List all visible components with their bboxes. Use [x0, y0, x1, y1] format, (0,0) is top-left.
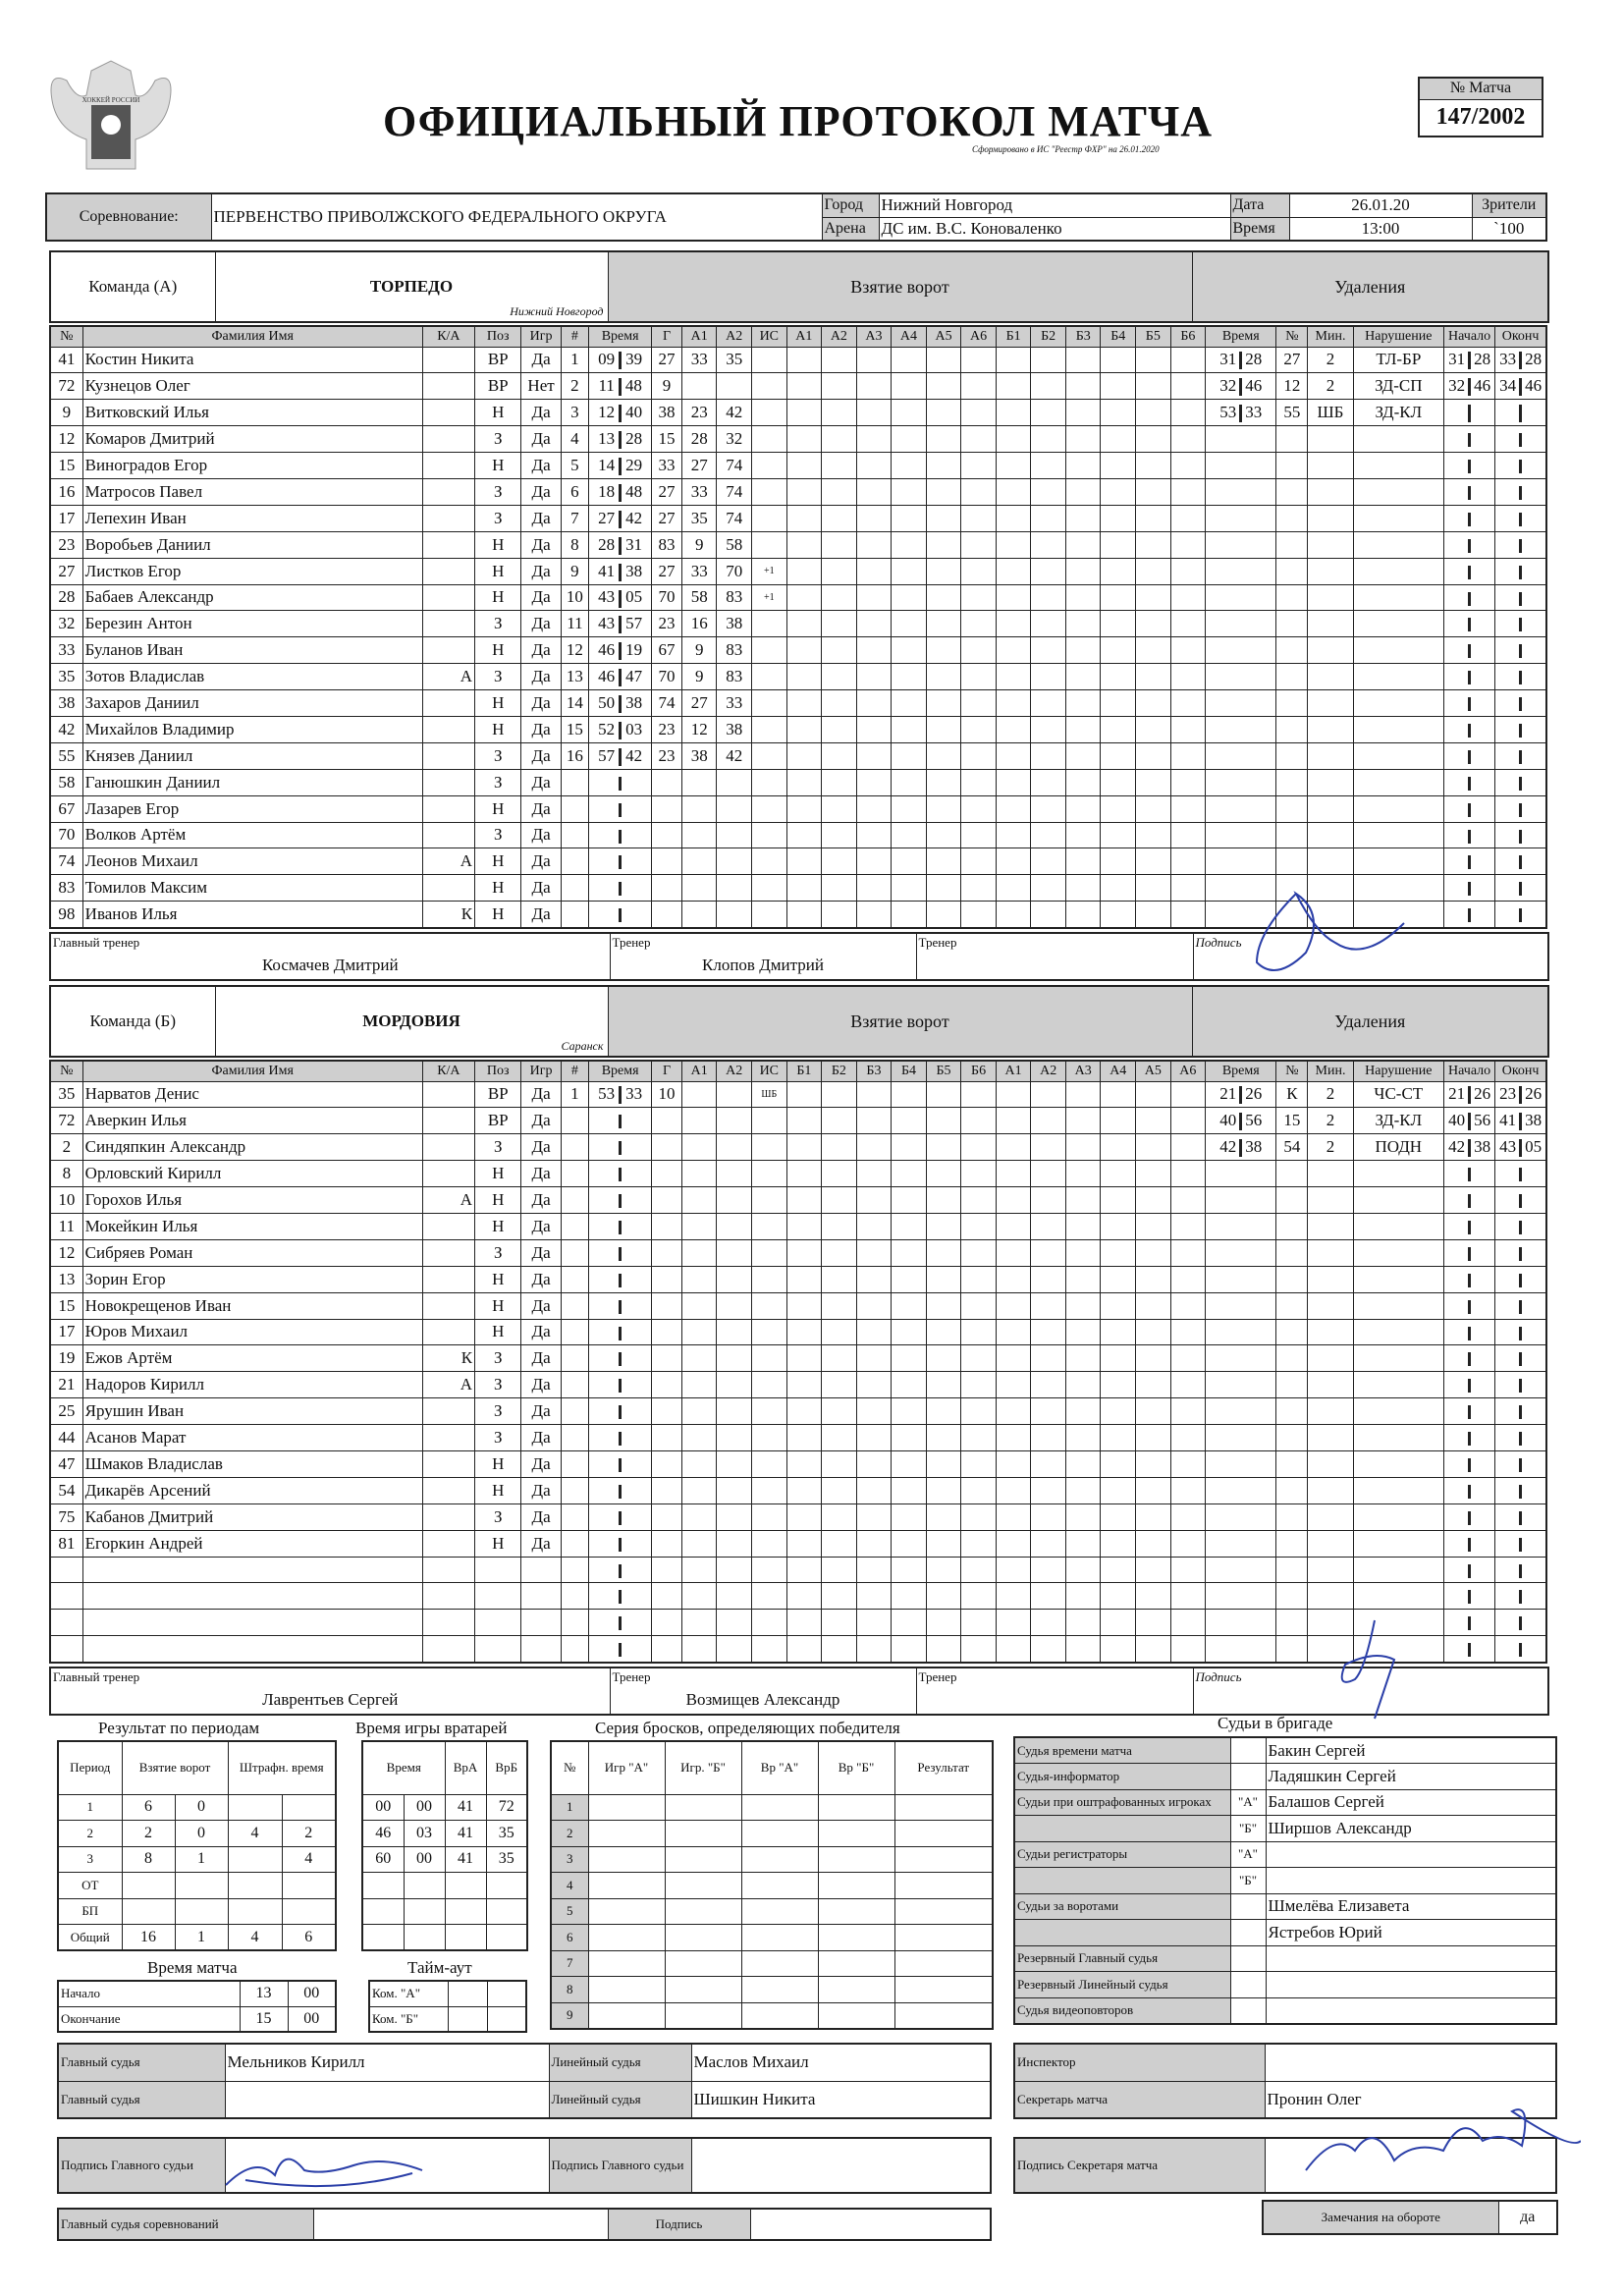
roster-row: 35 Нарватов Денис ВР Да 1 53 33 10 ШБ 21 26 К 2 ЧС-СТ 21 26 23 26: [50, 1081, 1546, 1108]
team_a-coaches: Главный тренер Космачев Дмитрий Тренер Клопов Дмитрий Тренер Подпись: [49, 932, 1549, 981]
competition-referee: Главный судья соревнований Подпись: [57, 2208, 992, 2241]
team-b-signature: [1316, 1611, 1434, 1728]
officials-title: Судьи в бригаде: [1218, 1714, 1333, 1732]
team_b-coach: Возмищев Александр: [685, 1689, 840, 1709]
team_b-city: Саранск: [561, 1039, 604, 1053]
roster-row: [50, 1557, 1546, 1583]
team_a-header: Команда (А) ТОРПЕДО Нижний Новгород Взятие ворот Удаления: [49, 250, 1549, 323]
roster-row: 17 Лепехин Иван З Да 7 27 42 27 35 74: [50, 505, 1546, 531]
referee-signatures: Подпись Главного судьи Подпись Главного судьи: [57, 2137, 992, 2194]
goalie-time-table: Время ВрА ВрБ 00 00 41 72 46 03 41 35 60 00 41 35: [361, 1740, 528, 1951]
team_b-grid: № Фамилия Имя К/А Поз Игр # Время Г А1 А2 ИС Б1 Б2 Б3 Б4 Б5 Б6 А1 А2 А3 А4 А5 А6 Время № Мин. Нарушение Начало Оконч 35 Нарватов Денис ВР Да 1 53 33 10 ШБ 21 26 К 2 ЧС-СТ 21 26 23 26 72 Аверкин Илья ВР Да 40 56 15 2 ЗД-КЛ 40 56 41 38 2 Синдяпкин Александр З Да 42 38 54 2 ПОДН 42 38 43 05 8 Орловский Кирилл Н Да 10 Горохов Илья А Н Да 11 Мокейкин Илья Н Да 12 Сибряев Роман З Да 13 Зорин Егор Н Да 15 Новокрещенов Иван Н Да 17 Юров Михаил Н Да 19 Ежов Артём К З Да 21 Надоров Кирилл А З Да 25 Ярушин Иван З Да 44 Асанов Марат З Да 47 Шмаков Владислав Н Да 54 Дикарёв Арсений Н Да 75 Кабанов Дмитрий З Да 81 Егоркин Андрей Н Да: [49, 1060, 1547, 1664]
roster-row: 27 Листков Егор Н Да 9 41 38 27 33 70 +1: [50, 558, 1546, 584]
team_b-coaches: Главный тренер Лаврентьев Сергей Тренер Возмищев Александр Тренер Подпись: [49, 1667, 1549, 1716]
roster-row: 9 Витковский Илья Н Да 3 12 40 38 23 42 53 33 55 ШБ ЗД-КЛ: [50, 400, 1546, 426]
roster-row: 23 Воробьев Даниил Н Да 8 28 31 83 9 58: [50, 531, 1546, 558]
roster-row: 17 Юров Михаил Н Да: [50, 1319, 1546, 1345]
match-time-title: Время матча: [147, 1958, 238, 1977]
roster-row: 28 Бабаев Александр Н Да 10 43 05 70 58 83 +1: [50, 584, 1546, 611]
timeout-title: Тайм-аут: [407, 1958, 472, 1977]
roster-row: 12 Сибряев Роман З Да: [50, 1239, 1546, 1266]
roster-row: 25 Ярушин Иван З Да: [50, 1398, 1546, 1425]
fhr-logo: [47, 41, 175, 189]
roster-row: 15 Виноградов Егор Н Да 5 14 29 33 27 74: [50, 453, 1546, 479]
roster-row: 98 Иванов Илья К Н Да: [50, 902, 1546, 928]
roster-row: 38 Захаров Даниил Н Да 14 50 38 74 27 33: [50, 690, 1546, 717]
roster-row: 2 Синдяпкин Александр З Да 42 38 54 2 ПОДН 42 38 43 05: [50, 1134, 1546, 1161]
team_a-name: ТОРПЕДО: [369, 277, 454, 296]
roster-row: 55 Князев Даниил З Да 16 57 42 23 38 42: [50, 742, 1546, 769]
remarks-table: Замечания на обороте да: [1262, 2200, 1558, 2235]
match-time-table: Начало 13 00 Окончание 15 00: [57, 1980, 337, 2033]
team_a-grid: № Фамилия Имя К/А Поз Игр # Время Г А1 А2 ИС А1 А2 А3 А4 А5 А6 Б1 Б2 Б3 Б4 Б5 Б6 Время № Мин. Нарушение Начало Оконч 41 Костин Никита ВР Да 1 09 39 27 33 35 31 28 27 2 ТЛ-БР 31 28 33 28 72 Кузнецов Олег ВР Нет 2 11 48 9 32 46 12 2 ЗД-СП 32 46 34 46 9 Витковский Илья Н Да 3 12 40 38 23 42 53 33 55 ШБ ЗД-КЛ 12 Комаров Дмитрий З Да 4 13 28 15 28 32 15 Виноградов Егор Н Да 5 14 29 33 27 74 16 Матросов Павел З Да 6 18 48 27 33 74 17 Лепехин Иван З Да 7 27 42 27 35 74 23 Воробьев Даниил Н Да 8 28 31 83 9 58 27 Листков Егор Н Да 9 41 38 27 33 70 +1 28 Бабаев Александр Н Да 10 43 05 70 58 83 +1 32 Березин Антон З Да 11 43 57 23 16 38 33 Буланов Иван Н Да 12 46 19 67 9 83 35 Зотов Владислав А З Да 13 46 47 70 9 83 38 Захаров Даниил Н Да 14 50 38 74 27 33 42 Михайлов Владимир Н Да 15 52 03 23 12 38 55 Князев Даниил З Да 16 57 42 23 38 42 58 Ганюшкин Даниил З Да 67 Лазарев Егор Н Да 70 Волков Артём З Да 74 Леонов Михаил А Н Да 83 Томилов Максим Н Да 98 Иванов Илья К Н Да: [49, 325, 1547, 929]
officials-table: Судья времени матча Бакин Сергей Судья-информатор Ладяшкин Сергей Судьи при оштрафованных игроках "А" Балашов Сергей "Б" Ширшов Александр Судьи регистраторы "А" "Б" Судьи за воротами Шмелёва Елизавета Ястребов Юрий Резервный Главный судья Резервный Линейный судья Судья видеоповторов: [1013, 1736, 1557, 2025]
roster-row: 21 Надоров Кирилл А З Да: [50, 1372, 1546, 1398]
page-title: ОФИЦИАЛЬНЫЙ ПРОТОКОЛ МАТЧА: [383, 97, 1214, 145]
referees-table: Главный судья Мельников Кирилл Линейный судья Маслов Михаил Главный судья Линейный судья Шишкин Никита: [57, 2043, 992, 2119]
periods-title: Результат по периодам: [98, 1719, 260, 1737]
roster-row: 72 Аверкин Илья ВР Да 40 56 15 2 ЗД-КЛ 40 56 41 38: [50, 1108, 1546, 1134]
team_b-head-coach: Лаврентьев Сергей: [262, 1689, 399, 1709]
team_a-city: Нижний Новгород: [510, 304, 604, 318]
goalie-time-title: Время игры вратарей: [355, 1719, 508, 1737]
roster-row: 70 Волков Артём З Да: [50, 822, 1546, 848]
roster-row: 11 Мокейкин Илья Н Да: [50, 1213, 1546, 1239]
roster-row: 35 Зотов Владислав А З Да 13 46 47 70 9 83: [50, 664, 1546, 690]
roster-row: 54 Дикарёв Арсений Н Да: [50, 1477, 1546, 1503]
roster-row: 13 Зорин Егор Н Да: [50, 1266, 1546, 1292]
roster-row: 33 Буланов Иван Н Да 12 46 19 67 9 83: [50, 637, 1546, 664]
roster-row: 72 Кузнецов Олег ВР Нет 2 11 48 9 32 46 12 2 ЗД-СП 32 46 34 46: [50, 373, 1546, 400]
team_a-head-coach: Космачев Дмитрий: [261, 955, 399, 974]
roster-row: 47 Шмаков Владислав Н Да: [50, 1450, 1546, 1477]
team-a-signature: [1237, 874, 1414, 992]
roster-row: 16 Матросов Павел З Да 6 18 48 27 33 74: [50, 478, 1546, 505]
roster-row: 19 Ежов Артём К З Да: [50, 1345, 1546, 1372]
roster-row: 41 Костин Никита ВР Да 1 09 39 27 33 35 31 28 27 2 ТЛ-БР 31 28 33 28: [50, 347, 1546, 373]
main-referee-signature: [216, 2136, 432, 2205]
svg-text:ХОККЕЙ РОССИИ: ХОККЕЙ РОССИИ: [81, 96, 140, 104]
roster-row: 42 Михайлов Владимир Н Да 15 52 03 23 12 38: [50, 716, 1546, 742]
roster-row: 83 Томилов Максим Н Да: [50, 875, 1546, 902]
roster-row: 75 Кабанов Дмитрий З Да: [50, 1503, 1546, 1530]
team_b-header: Команда (Б) МОРДОВИЯ Саранск Взятие ворот Удаления: [49, 985, 1549, 1058]
roster-row: 58 Ганюшкин Даниил З Да: [50, 769, 1546, 795]
team_a-coach: Клопов Дмитрий: [702, 955, 824, 974]
roster-row: 10 Горохов Илья А Н Да: [50, 1187, 1546, 1214]
secretary-signature: Подпись Секретаря матча: [1013, 2137, 1557, 2194]
match-number-box: № Матча 147/2002: [1418, 77, 1543, 137]
generated-note: Сформировано в ИС "Реестр ФХР" на 26.01.2020: [972, 144, 1160, 154]
roster-row: 8 Орловский Кирилл Н Да: [50, 1161, 1546, 1187]
shootout-table: № Игр "А" Игр. "Б" Вр "А" Вр "Б" Результат 1 2 3 4 5 6 7 8 9: [550, 1740, 994, 2030]
shootout-title: Серия бросков, определяющих победителя: [595, 1719, 900, 1737]
roster-row: 74 Леонов Михаил А Н Да: [50, 848, 1546, 875]
roster-row: 15 Новокрещенов Иван Н Да: [50, 1292, 1546, 1319]
roster-row: [50, 1583, 1546, 1610]
info-bar: Соревнование: ПЕРВЕНСТВО ПРИВОЛЖСКОГО ФЕДЕРАЛЬНОГО ОКРУГА Город Нижний Новгород Дата 26.01.20 Зрители Арена ДС им. В.С. Коноваленко Время 13:00 `100: [45, 192, 1547, 242]
inspector-table: Инспектор Секретарь матча Пронин Олег: [1013, 2043, 1557, 2119]
roster-row: 67 Лазарев Егор Н Да: [50, 795, 1546, 822]
roster-row: 44 Асанов Марат З Да: [50, 1425, 1546, 1451]
periods-table: Период Взятие ворот Штрафн. время 1 6 0 2 2 0 4 2 3 8 1 4 ОТ БП Общий 16 1 4 6: [57, 1740, 337, 1951]
roster-row: 12 Комаров Дмитрий З Да 4 13 28 15 28 32: [50, 426, 1546, 453]
competition-name: ПЕРВЕНСТВО ПРИВОЛЖСКОГО ФЕДЕРАЛЬНОГО ОКРУГА: [211, 193, 822, 241]
team_b-name: МОРДОВИЯ: [362, 1011, 460, 1030]
roster-row: 32 Березин Антон З Да 11 43 57 23 16 38: [50, 611, 1546, 637]
secretary-signature-ink: [1286, 2092, 1581, 2190]
timeout-table: Ком. "А" Ком. "Б": [368, 1980, 527, 2033]
roster-row: 81 Егоркин Андрей Н Да: [50, 1530, 1546, 1557]
